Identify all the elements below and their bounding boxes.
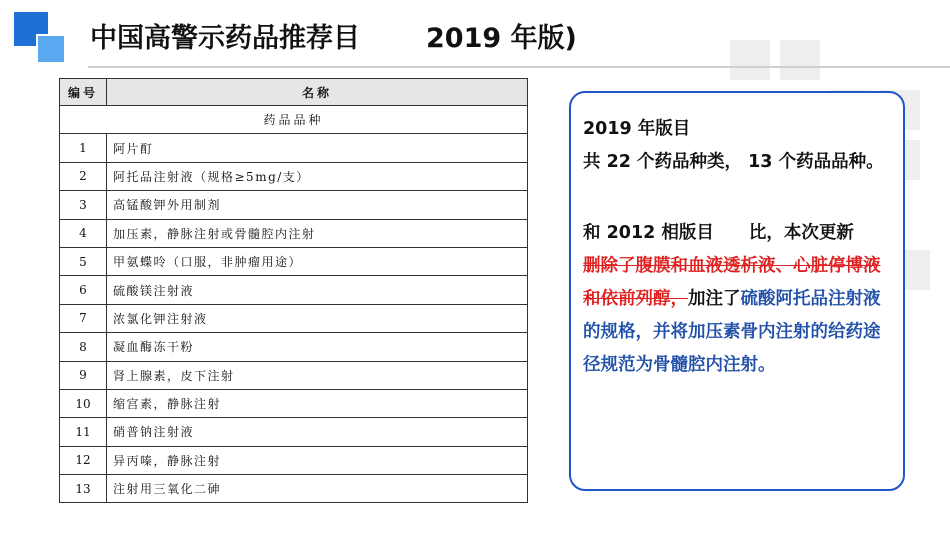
row-drug-name: 缩宫素，静脉注射 (107, 389, 528, 417)
title-divider (88, 66, 950, 68)
section-label: 药品品种 (60, 106, 528, 134)
removed-items: 删除了腹膜和血液透析液、心脏停博液和依前列醇， (583, 256, 881, 309)
row-number: 1 (60, 134, 107, 162)
row-number: 8 (60, 333, 107, 361)
title-main: 中国高警示药品推荐目 (90, 23, 360, 54)
page-title (90, 20, 577, 58)
title-year: 2019 年版) (426, 23, 577, 54)
table-header-row (60, 79, 528, 106)
row-drug-name: 阿托品注射液（规格≥5mg/支） (107, 162, 528, 190)
row-number: 4 (60, 219, 107, 247)
row-number: 12 (60, 446, 107, 474)
table-row (60, 475, 528, 503)
row-drug-name: 硝普钠注射液 (107, 418, 528, 446)
table-row (60, 134, 528, 162)
table-row (60, 446, 528, 474)
table-row (60, 162, 528, 190)
row-drug-name: 加压素，静脉注射或骨髓腔内注射 (107, 219, 528, 247)
row-number: 7 (60, 304, 107, 332)
row-number: 11 (60, 418, 107, 446)
row-drug-name: 高锰酸钾外用制剂 (107, 191, 528, 219)
row-number: 3 (60, 191, 107, 219)
row-drug-name: 异丙嗪，静脉注射 (107, 446, 528, 474)
row-drug-name: 阿片酊 (107, 134, 528, 162)
added-label: 加注了 (688, 289, 741, 309)
row-number: 6 (60, 276, 107, 304)
row-number: 13 (60, 475, 107, 503)
logo-icon (14, 12, 66, 62)
row-drug-name: 浓氯化钾注射液 (107, 304, 528, 332)
drug-table (59, 78, 528, 503)
summary-compare: 和 2012 相版目 比，本次更新 (583, 223, 854, 243)
row-number: 9 (60, 361, 107, 389)
header-number: 编号 (60, 79, 107, 106)
table-row (60, 276, 528, 304)
section-row (60, 106, 528, 134)
table-row (60, 191, 528, 219)
added-items: 硫酸阿托品注射液的规格，并将加压素骨内注射的给药途径规范为骨髓腔内注射。 (583, 289, 881, 375)
row-drug-name: 甲氨蝶呤（口服，非肿瘤用途） (107, 247, 528, 275)
table-row (60, 304, 528, 332)
header-name: 名称 (107, 79, 528, 106)
summary-count: 共 22 个药品种类， 13 个药品品种。 (583, 152, 884, 172)
row-number: 10 (60, 389, 107, 417)
table-row (60, 361, 528, 389)
row-drug-name: 注射用三氧化二砷 (107, 475, 528, 503)
table-row (60, 219, 528, 247)
summary-panel (569, 91, 905, 491)
row-number: 2 (60, 162, 107, 190)
summary-year: 2019 年版目 (583, 119, 691, 139)
table-row (60, 418, 528, 446)
row-drug-name: 凝血酶冻干粉 (107, 333, 528, 361)
table-row (60, 389, 528, 417)
summary-changes (583, 250, 891, 382)
table-row (60, 247, 528, 275)
row-number: 5 (60, 247, 107, 275)
table-row (60, 333, 528, 361)
row-drug-name: 肾上腺素，皮下注射 (107, 361, 528, 389)
row-drug-name: 硫酸镁注射液 (107, 276, 528, 304)
